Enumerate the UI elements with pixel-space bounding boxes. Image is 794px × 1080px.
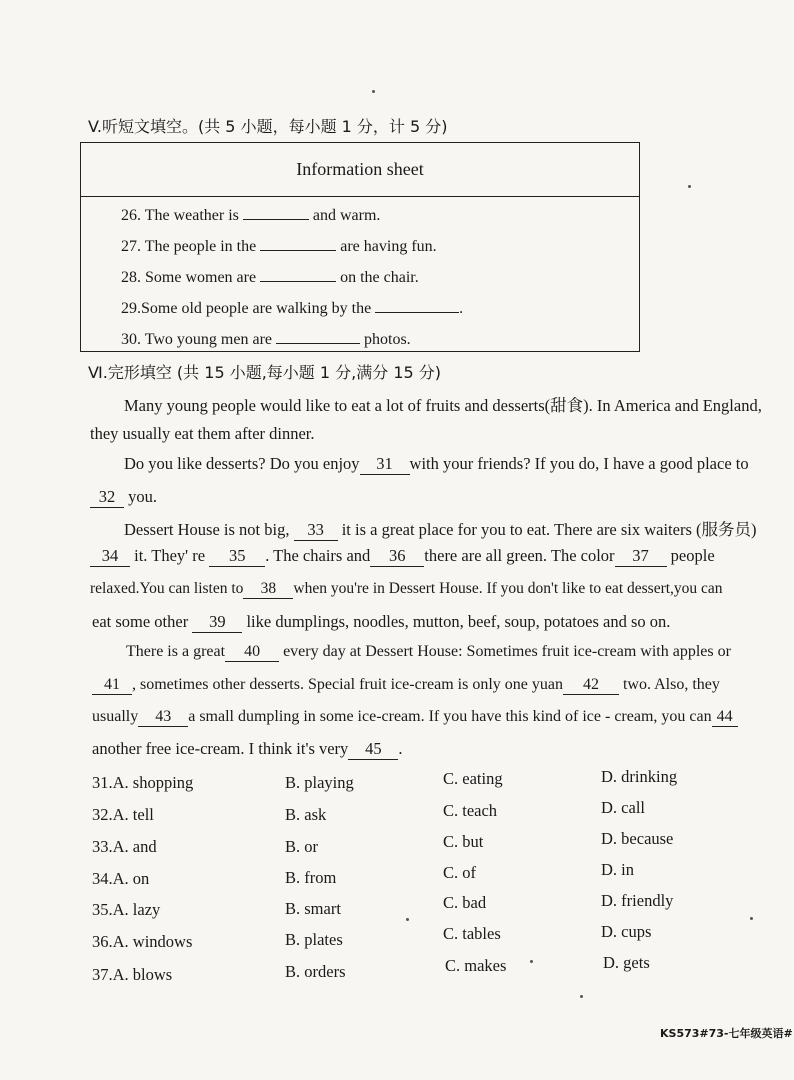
blank-45[interactable]: 45	[348, 739, 398, 760]
option-32b[interactable]: B. ask	[285, 805, 327, 824]
blank-41[interactable]: 41	[92, 676, 132, 695]
blank-43[interactable]: 43	[138, 708, 188, 727]
option-34c[interactable]: C. of	[443, 863, 476, 882]
option-33a[interactable]: 33.A. and	[92, 837, 157, 856]
option-37c[interactable]: C. makes	[445, 956, 507, 975]
option-34a[interactable]: 34.A. on	[92, 869, 150, 888]
blank-33[interactable]: 33	[294, 520, 338, 541]
option-33d[interactable]: D. because	[601, 829, 674, 848]
section-5-title: V.听短文填空。(共 5 小题，每小题 1 分，计 5 分)	[88, 117, 448, 136]
scan-speck	[580, 995, 583, 998]
scan-speck	[750, 917, 753, 920]
blank-37[interactable]: 37	[615, 546, 667, 567]
item-26: 26. The weather is and warm.	[121, 207, 381, 224]
scan-speck	[406, 918, 409, 921]
blank-44[interactable]: 44	[712, 708, 738, 727]
option-31a[interactable]: 31.A. shopping	[92, 773, 194, 792]
option-37d[interactable]: D. gets	[603, 953, 650, 972]
option-35d[interactable]: D. friendly	[601, 891, 674, 910]
option-31b[interactable]: B. playing	[285, 773, 354, 792]
item-29: 29.Some old people are walking by the .	[121, 300, 464, 317]
blank-38[interactable]: 38	[243, 580, 293, 599]
blank-34[interactable]: 34	[90, 546, 130, 567]
information-sheet-title: Information sheet	[81, 143, 639, 197]
option-31d[interactable]: D. drinking	[601, 767, 678, 786]
item-27: 27. The people in the are having fun.	[121, 238, 437, 255]
option-36b[interactable]: B. plates	[285, 930, 343, 949]
passage-line-10: 41 , sometimes other desserts. Special fruit ice-cream is only one yuan 42 two. Also, they	[92, 676, 720, 695]
passage-line-11: usually 43 a small dumpling in some ice-cream. If you have this kind of ice - cream, you can 44	[92, 708, 738, 727]
passage-line-9: There is a great 40 every day at Dessert House: Sometimes fruit ice-cream with apples or	[126, 643, 731, 660]
option-34d[interactable]: D. in	[601, 860, 634, 879]
passage-line-2: they usually eat them after dinner.	[90, 424, 315, 443]
option-37a[interactable]: 37.A. blows	[92, 965, 173, 984]
option-35c[interactable]: C. bad	[443, 893, 487, 912]
passage-line-8: eat some other 39 like dumplings, noodles, mutton, beef, soup, potatoes and so on.	[92, 612, 671, 631]
option-32d[interactable]: D. call	[601, 798, 645, 817]
page-footer-code: KS573#73-七年级英语#	[660, 1027, 793, 1040]
blank-42[interactable]: 42	[563, 676, 619, 695]
option-33c[interactable]: C. but	[443, 832, 484, 851]
item-28: 28. Some women are on the chair.	[121, 269, 419, 286]
passage-line-1: Many young people would like to eat a lot of fruits and desserts(甜食). In America and England,	[124, 396, 762, 415]
blank-30[interactable]	[276, 329, 360, 344]
blank-39[interactable]: 39	[192, 612, 242, 633]
blank-29[interactable]	[375, 298, 459, 313]
scan-speck	[688, 185, 691, 188]
blank-32[interactable]: 32	[90, 487, 124, 508]
option-33b[interactable]: B. or	[285, 837, 318, 856]
option-32c[interactable]: C. teach	[443, 801, 498, 820]
blank-26[interactable]	[243, 205, 309, 220]
blank-28[interactable]	[260, 267, 336, 282]
option-37b[interactable]: B. orders	[285, 962, 346, 981]
item-30: 30. Two young men are photos.	[121, 331, 411, 348]
option-36d[interactable]: D. cups	[601, 922, 652, 941]
scan-speck	[372, 90, 375, 93]
option-36a[interactable]: 36.A. windows	[92, 932, 193, 951]
blank-35[interactable]: 35	[209, 546, 265, 567]
passage-line-6: 34 it. They' re 35 . The chairs and 36 there are all green. The color 37 people	[90, 546, 715, 567]
option-36c[interactable]: C. tables	[443, 924, 501, 943]
option-35b[interactable]: B. smart	[285, 899, 341, 918]
passage-line-5: Dessert House is not big, 33 it is a great place for you to eat. There are six waiters (服务员)	[124, 520, 757, 539]
passage-line-7: relaxed.You can listen to 38 when you're in Dessert House. If you don't like to eat dessert,you can	[90, 580, 723, 597]
option-31c[interactable]: C. eating	[443, 769, 503, 788]
blank-31[interactable]: 31	[360, 454, 410, 475]
blank-27[interactable]	[260, 236, 336, 251]
passage-line-4: 32 you.	[90, 487, 157, 508]
blank-36[interactable]: 36	[370, 546, 424, 567]
option-34b[interactable]: B. from	[285, 868, 337, 887]
information-sheet-box	[80, 142, 640, 352]
option-32a[interactable]: 32.A. tell	[92, 805, 154, 824]
blank-40[interactable]: 40	[225, 643, 279, 662]
option-35a[interactable]: 35.A. lazy	[92, 900, 161, 919]
passage-line-12: another free ice-cream. I think it's very 45 .	[92, 739, 403, 758]
section-6-title: Ⅵ.完形填空 (共 15 小题,每小题 1 分,满分 15 分)	[88, 363, 442, 382]
scan-speck	[530, 960, 533, 963]
passage-line-3: Do you like desserts? Do you enjoy 31 with your friends? If you do, I have a good place to	[124, 454, 749, 473]
